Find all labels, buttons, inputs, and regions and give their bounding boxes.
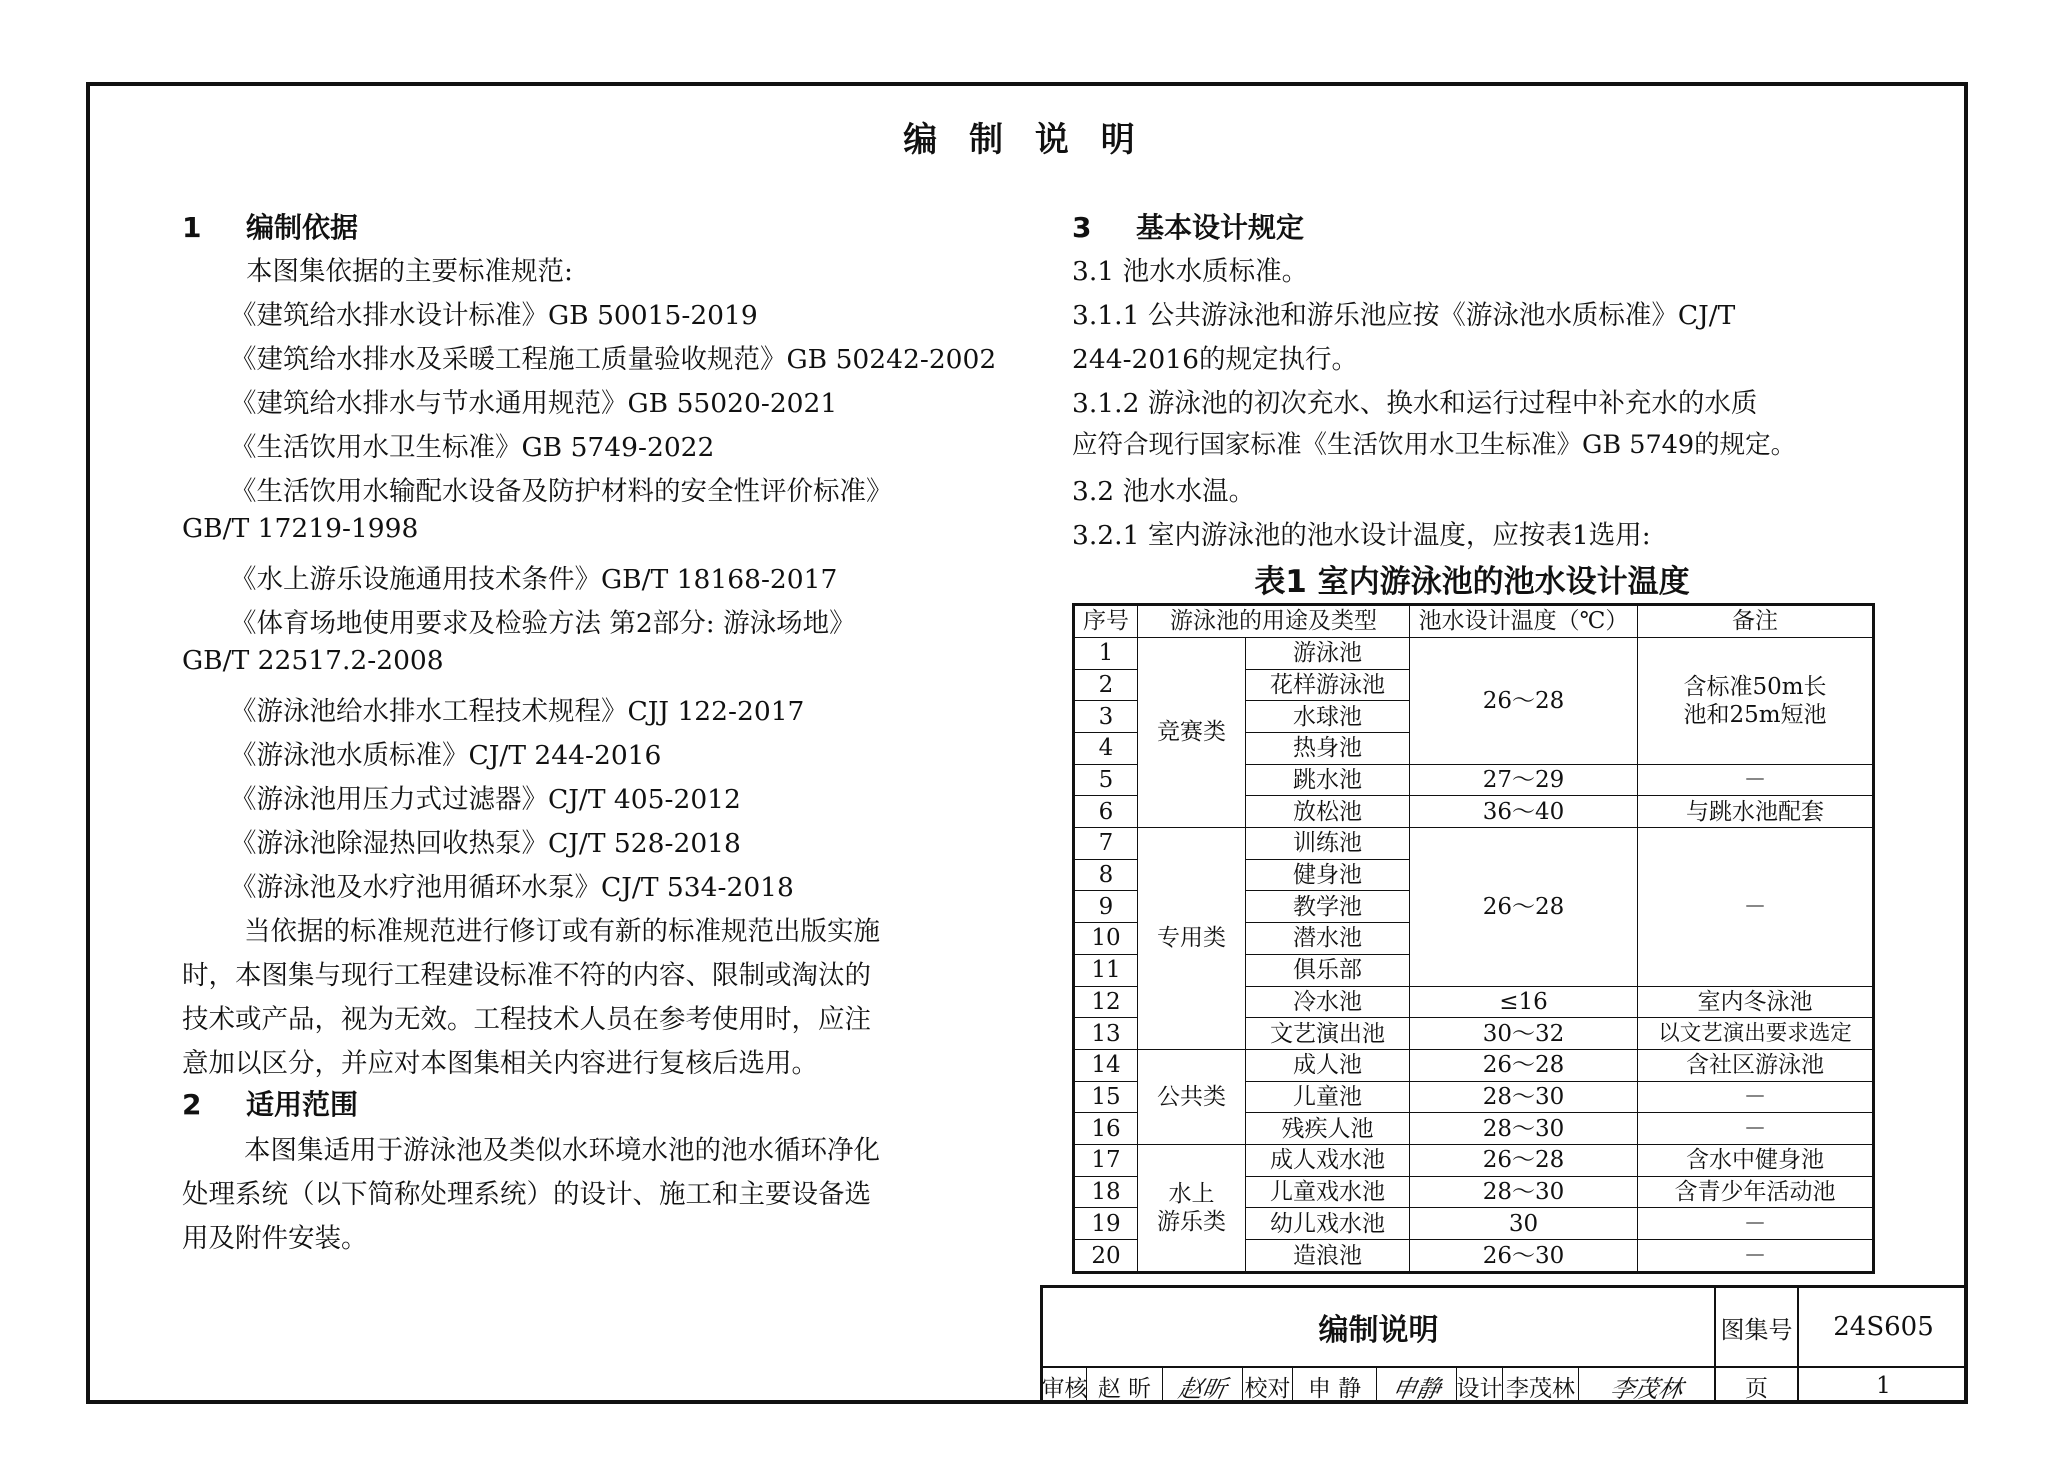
spec-line: 3.2 池水水温。 [1072, 476, 1256, 507]
standard-item: 《生活饮用水输配水设备及防护材料的安全性评价标准》 [230, 476, 893, 507]
header-temp: 池水设计温度（℃） [1410, 605, 1638, 638]
header-type: 游泳池的用途及类型 [1138, 605, 1410, 638]
standard-item: 《建筑给水排水设计标准》GB 50015-2019 [230, 300, 758, 331]
revision-note-line: 时，本图集与现行工程建设标准不符的内容、限制或淘汰的 [182, 960, 871, 991]
standard-item: 《游泳池水质标准》CJ/T 244-2016 [230, 740, 662, 771]
scope-line: 处理系统（以下简称处理系统）的设计、施工和主要设备选 [182, 1179, 871, 1210]
spec-line: 3.1.1 公共游泳池和游乐池应按《游泳池水质标准》CJ/T [1072, 300, 1736, 331]
group-special-note: － [1638, 828, 1874, 987]
category-special: 专用类 [1138, 828, 1246, 1050]
standard-item: 《游泳池除湿热回收热泵》CJ/T 528-2018 [230, 828, 741, 859]
designer-signature: 李茂林 [1579, 1368, 1716, 1404]
title-block [1040, 1285, 1968, 1404]
atlas-label: 图集号 [1716, 1288, 1799, 1368]
spec-line: 3.1 池水水质标准。 [1072, 256, 1309, 287]
page-number: 1 [1876, 1373, 1891, 1399]
revision-note-line: 当依据的标准规范进行修订或有新的标准规范出版实施 [244, 916, 880, 947]
table-row: 1 竞赛类 游泳池 26～28 含标准50m长 池和25m短池 [1074, 637, 1874, 669]
check-label: 校对 [1243, 1368, 1293, 1404]
page-title: 编 制 说 明 [903, 120, 1145, 160]
standard-item: 《水上游乐设施通用技术条件》GB/T 18168-2017 [230, 564, 838, 595]
water-temperature-table [1072, 603, 1875, 1274]
atlas-number: 24S605 [1799, 1288, 1968, 1368]
table-row: 14 公共类 成人池 26～28 含社区游泳池 [1074, 1049, 1874, 1081]
standard-item: 《建筑给水排水及采暖工程施工质量验收规范》GB 50242-2002 [230, 344, 997, 375]
table-row: 12 冷水池 ≤16 室内冬泳池 [1074, 986, 1874, 1018]
checker-signature: 申静 [1377, 1368, 1457, 1404]
group-special-temp: 26～28 [1410, 828, 1638, 987]
table-row: 17 水上 游乐类 成人戏水池 26～28 含水中健身池 [1074, 1145, 1874, 1177]
header-no: 序号 [1074, 605, 1138, 638]
category-water-park: 水上 游乐类 [1138, 1145, 1246, 1273]
standard-item: 《生活饮用水卫生标准》GB 5749-2022 [230, 432, 715, 463]
scope-line: 本图集适用于游泳池及类似水环境水池的池水循环净化 [244, 1135, 880, 1166]
standard-item: 《游泳池给水排水工程技术规程》CJJ 122-2017 [230, 696, 805, 727]
checker-name: 申 静 [1293, 1368, 1377, 1404]
table-row: 7 专用类 训练池 26～28 － [1074, 828, 1874, 860]
review-label: 审核 [1043, 1368, 1087, 1404]
header-note: 备注 [1638, 605, 1874, 638]
section-1-heading: 1 编制依据 [182, 211, 359, 244]
table-row: 8 健身池 [1074, 859, 1874, 891]
reviewer-signature: 赵昕 [1163, 1368, 1243, 1404]
table-row: 3 水球池 [1074, 701, 1874, 733]
standard-item: 《游泳池及水疗池用循环水泵》CJ/T 534-2018 [230, 872, 794, 903]
table-row: 2 花样游泳池 [1074, 669, 1874, 701]
table-row: 9 教学池 [1074, 891, 1874, 923]
spec-line: 244-2016的规定执行。 [1072, 344, 1358, 375]
title-block-name: 编制说明 [1043, 1288, 1716, 1368]
table-caption: 表1 室内游泳池的池水设计温度 [1254, 564, 1690, 600]
table-row: 19 幼儿戏水池 30 － [1074, 1208, 1874, 1240]
spec-line: 应符合现行国家标准《生活饮用水卫生标准》GB 5749的规定。 [1072, 430, 1797, 460]
table-row: 4 热身池 [1074, 732, 1874, 764]
design-label: 设计 [1457, 1368, 1503, 1404]
section-3-heading: 3 基本设计规定 [1072, 211, 1305, 244]
table-row: 11 俱乐部 [1074, 954, 1874, 986]
category-public: 公共类 [1138, 1049, 1246, 1144]
standard-item: GB/T 17219-1998 [182, 513, 419, 544]
category-competition: 竞赛类 [1138, 637, 1246, 827]
standard-item: GB/T 22517.2-2008 [182, 645, 444, 676]
table-row: 6 放松池 36～40 与跳水池配套 [1074, 796, 1874, 828]
revision-note-line: 意加以区分，并应对本图集相关内容进行复核后选用。 [182, 1048, 818, 1079]
table-row: 13 文艺演出池 30～32 以文艺演出要求选定 [1074, 1018, 1874, 1050]
standard-item: 《体育场地使用要求及检验方法 第2部分: 游泳场地》 [230, 608, 856, 639]
table-row: 5 跳水池 27～29 － [1074, 764, 1874, 796]
table-row: 15 儿童池 28～30 － [1074, 1081, 1874, 1113]
table-row: 18 儿童戏水池 28～30 含青少年活动池 [1074, 1176, 1874, 1208]
section-2-heading: 2 适用范围 [182, 1088, 359, 1121]
standards-intro: 本图集依据的主要标准规范: [246, 256, 573, 287]
table-row: 16 残疾人池 28～30 － [1074, 1113, 1874, 1145]
table-row: 20 造浪池 26～30 － [1074, 1240, 1874, 1273]
designer-name: 李茂林 [1503, 1368, 1579, 1404]
spec-line: 3.1.2 游泳池的初次充水、换水和运行过程中补充水的水质 [1072, 388, 1758, 419]
reviewer-name: 赵 昕 [1087, 1368, 1163, 1404]
standard-item: 《建筑给水排水与节水通用规范》GB 55020-2021 [230, 388, 838, 419]
standard-item: 《游泳池用压力式过滤器》CJ/T 405-2012 [230, 784, 741, 815]
table-header-row [1074, 605, 1874, 638]
group-competition-note: 含标准50m长 池和25m短池 [1638, 637, 1874, 764]
table-row: 10 潜水池 [1074, 923, 1874, 955]
spec-line: 3.2.1 室内游泳池的池水设计温度，应按表1选用: [1072, 520, 1651, 551]
page-label: 页 [1716, 1368, 1799, 1404]
group-competition-temp: 26～28 [1410, 637, 1638, 764]
revision-note-line: 技术或产品，视为无效。工程技术人员在参考使用时，应注 [182, 1004, 871, 1035]
scope-line: 用及附件安装。 [182, 1223, 368, 1254]
